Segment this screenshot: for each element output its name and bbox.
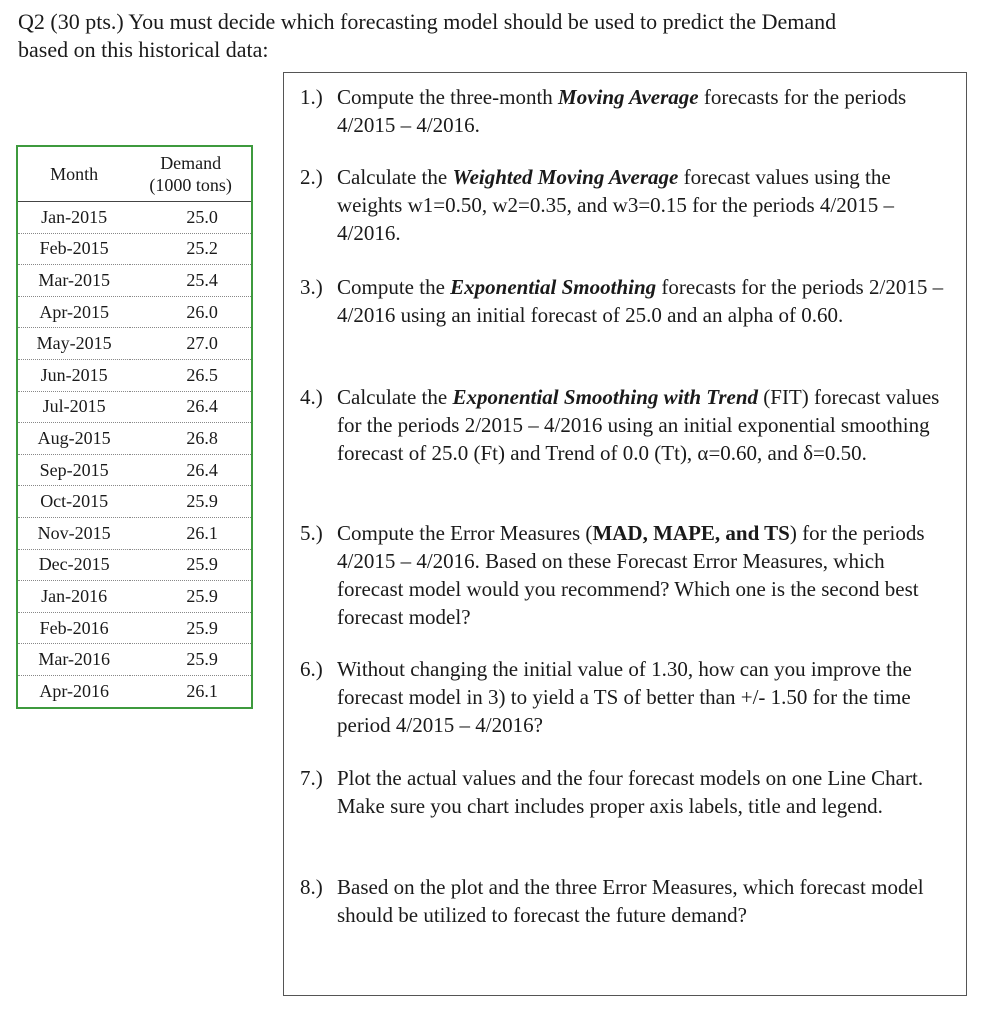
month-cell: Nov-2015 — [17, 517, 130, 549]
question-number: 4.) — [300, 385, 323, 409]
demand-header-line-2: (1000 tons) — [149, 175, 232, 195]
table-row — [17, 265, 252, 297]
question-number: 5.) — [300, 521, 323, 545]
month-cell: Mar-2015 — [17, 265, 130, 297]
demand-cell: 26.4 — [130, 391, 252, 423]
table-row — [17, 233, 252, 265]
demand-cell: 26.4 — [130, 454, 252, 486]
emphasis-term: MAD, MAPE, and TS — [592, 521, 790, 545]
question-text — [337, 383, 950, 467]
month-cell: Feb-2015 — [17, 233, 130, 265]
demand-cell: 26.5 — [130, 359, 252, 391]
question-text — [337, 83, 950, 139]
questions-box — [283, 72, 967, 996]
demand-column-header — [130, 146, 252, 202]
table-row — [17, 549, 252, 581]
month-cell: May-2015 — [17, 328, 130, 360]
question-heading — [18, 8, 978, 64]
demand-cell: 25.9 — [130, 486, 252, 518]
month-cell: Jan-2016 — [17, 581, 130, 613]
demand-header-line-1: Demand — [160, 153, 222, 173]
demand-cell: 25.4 — [130, 265, 252, 297]
month-cell: Apr-2015 — [17, 296, 130, 328]
demand-cell: 25.2 — [130, 233, 252, 265]
table-header-row — [17, 146, 252, 202]
question-8 — [300, 873, 950, 929]
question-4 — [300, 383, 950, 467]
question-number: 1.) — [300, 85, 323, 109]
question-number: 8.) — [300, 875, 323, 899]
table-row — [17, 359, 252, 391]
table-row — [17, 296, 252, 328]
month-cell: Jan-2015 — [17, 202, 130, 234]
emphasis-term: Exponential Smoothing with Trend — [452, 385, 759, 409]
text-segment: Compute the three-month — [337, 85, 559, 109]
emphasis-term: Moving Average — [558, 85, 699, 109]
text-segment: forecast values using the weights w1=0.50, w2=0.35, and w3=0.15 for the periods 4/2015 – 4/2016. — [337, 165, 894, 245]
table-row — [17, 391, 252, 423]
table-row — [17, 517, 252, 549]
table-row — [17, 202, 252, 234]
question-text — [337, 163, 950, 247]
demand-cell: 25.9 — [130, 581, 252, 613]
demand-cell: 25.0 — [130, 202, 252, 234]
text-segment: forecasts for the periods 4/2015 – 4/2016. — [337, 85, 907, 137]
month-column-header: Month — [17, 146, 130, 202]
table-row — [17, 612, 252, 644]
table-row — [17, 675, 252, 707]
text-segment: Calculate the — [337, 385, 453, 409]
month-cell: Dec-2015 — [17, 549, 130, 581]
question-text: Based on the plot and the three Error Measures, which forecast model should be utilized to forecast the future demand? — [337, 875, 924, 927]
month-cell: Jul-2015 — [17, 391, 130, 423]
demand-cell: 26.1 — [130, 517, 252, 549]
emphasis-term: Exponential Smoothing — [450, 275, 657, 299]
text-segment: ) for the periods 4/2015 – 4/2016. Based on these Forecast Error Measures, which forecast model would you recommend? Which one is the second best forecast model? — [337, 521, 925, 629]
heading-line-1: Q2 (30 pts.) You must decide which forecasting model should be used to predict the Demand — [18, 9, 837, 34]
question-text — [337, 519, 950, 631]
text-segment: forecasts for the periods 2/2015 – 4/2016 using an initial forecast of 25.0 and an alpha of 0.60. — [337, 275, 944, 327]
text-segment: Compute the Error Measures ( — [337, 521, 593, 545]
text-segment: Compute the — [337, 275, 451, 299]
month-cell: Sep-2015 — [17, 454, 130, 486]
table-row — [17, 454, 252, 486]
table-row — [17, 581, 252, 613]
question-number: 6.) — [300, 657, 323, 681]
text-segment: (FIT) forecast values for the periods 2/2015 – 4/2016 using an initial exponential smoothing forecast of 25.0 (Ft) and Trend of 0.0 (Tt), α=0.60, and δ=0.50. — [337, 385, 940, 465]
month-cell: Apr-2016 — [39, 680, 109, 701]
demand-table — [16, 145, 253, 709]
table-row — [17, 644, 252, 676]
demand-cell: 25.9 — [130, 644, 252, 676]
question-1 — [300, 83, 950, 139]
question-3 — [300, 273, 950, 329]
question-5 — [300, 519, 950, 631]
demand-cell: 26.1 — [186, 680, 218, 701]
text-segment: Calculate the — [337, 165, 453, 189]
month-cell: Aug-2015 — [17, 423, 130, 455]
emphasis-term: Weighted Moving Average — [452, 165, 679, 189]
question-6 — [300, 655, 950, 739]
table-row — [17, 486, 252, 518]
month-cell: Oct-2015 — [17, 486, 130, 518]
month-cell: Jun-2015 — [17, 359, 130, 391]
question-number: 7.) — [300, 766, 323, 790]
demand-cell: 25.9 — [130, 612, 252, 644]
question-text — [337, 273, 950, 329]
question-number: 2.) — [300, 165, 323, 189]
month-cell: Mar-2016 — [17, 644, 130, 676]
demand-cell: 25.9 — [130, 549, 252, 581]
question-number: 3.) — [300, 275, 323, 299]
question-text: Plot the actual values and the four forecast models on one Line Chart. Make sure you chart includes proper axis labels, title and legend. — [337, 766, 924, 818]
question-text: Without changing the initial value of 1.30, how can you improve the forecast model in 3) to yield a TS of better than +/- 1.50 for the time period 4/2015 – 4/2016? — [337, 657, 912, 737]
month-cell: Feb-2016 — [17, 612, 130, 644]
table-row — [17, 423, 252, 455]
table-body — [17, 202, 252, 708]
demand-cell: 26.8 — [130, 423, 252, 455]
heading-line-2: based on this historical data: — [18, 37, 269, 62]
demand-cell: 27.0 — [130, 328, 252, 360]
demand-cell: 26.0 — [130, 296, 252, 328]
question-7 — [300, 764, 950, 820]
table-row — [17, 328, 252, 360]
question-2 — [300, 163, 950, 247]
